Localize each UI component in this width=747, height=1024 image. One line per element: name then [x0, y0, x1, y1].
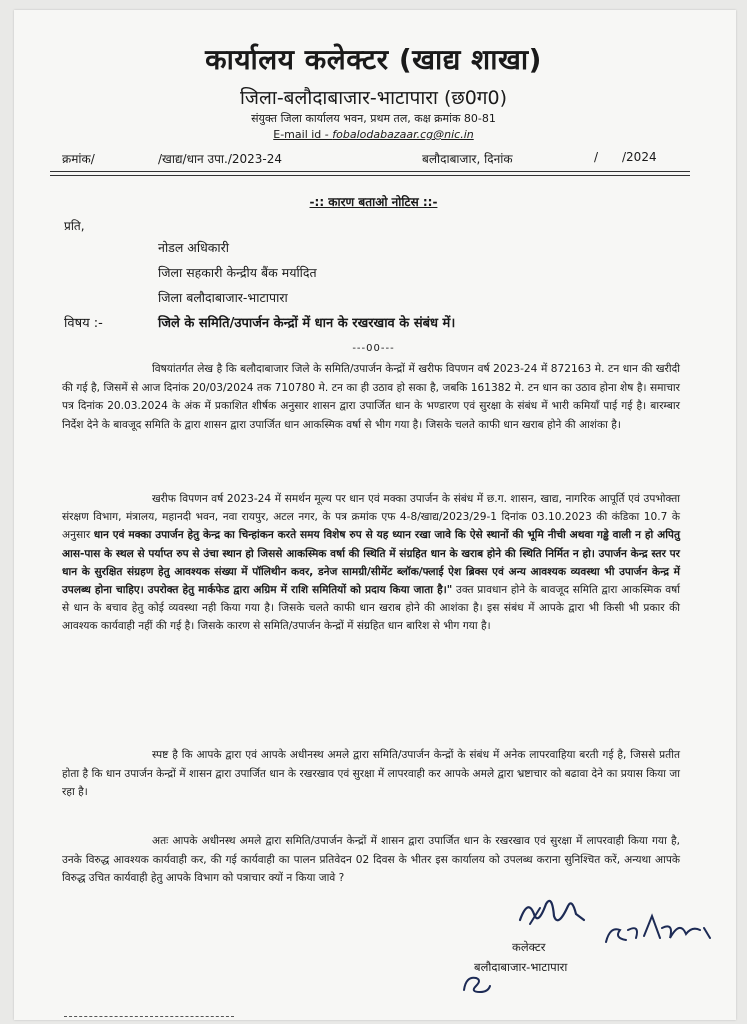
to-label: प्रति,: [64, 219, 85, 233]
email-address: fobalodabazaar.cg@nic.in: [332, 128, 474, 141]
divider-mark: ---00---: [352, 343, 395, 354]
rule-top: [50, 171, 690, 172]
subject-label: विषय :-: [64, 316, 103, 331]
ref-number-label: क्रमांक/: [62, 152, 95, 166]
addressee-line-2: जिला सहकारी केन्द्रीय बैंक मर्यादित: [158, 265, 317, 280]
signature-block: [470, 880, 720, 1000]
paragraph-1: विषयांतर्गत लेख है कि बलौदाबाजार जिले के समिति/उपार्जन केन्द्रों में खरीफ विपणन वर्ष 2023-24 में 872163 मे. टन धान की खरीदी की गई है, जिसमें से आज दिनांक 20/03/2024 तक 710780 मे. टन का ही उठाव हो सका है, जबकि 161382 मे. टन धान का उठाव होना शेष है। समाचार पत्र दिनांक 20.03.2024 के अंक में प्रकाशित शीर्षक अनुसार शासन द्वारा उपार्जित धान के भण्डारण एवं सुरक्षा के संबंध में भारी कमियाँ पाई गई है। बारम्बार निर्देश देने के बावजूद समिति के द्वारा शासन द्वारा उपार्जित धान आकस्मिक वर्षा से भीग गया है। जिसके चलते काफी धान खराब होने की आशंका है।: [62, 363, 680, 431]
ref-year: /2024: [622, 150, 657, 164]
paragraph-2-quoted-provision: धान एवं मक्का उपार्जन हेतु केन्द्र का चिन्हांकन करते समय विशेष रुप से यह ध्यान रखा जावे कि ऐसे स्थानों की भूमि नीची अथवा गड्ढे वाली न हो अपितु आस-पास के स्थल से पर्याप्त रुप से उंचा स्थान हो जिससे आकस्मिक वर्षा की स्थिति में संग्रहित धान के खराब होने की स्थिति निर्मित न हो। उपार्जन केन्द्र स्तर पर धान के सुरक्षित संग्रहण हेतु आवश्यक संख्या में पॉलिथीन कवर, डनेज सामग्री/सीमेंट ब्लॉक/फ्लाई ऐश ब्रिक्स एवं अन्य आवश्यक व्यवस्था भी उपार्जन केन्द्र में उपलब्ध होना चाहिए। उपरोक्त हेतु मार्कफेड द्वारा अग्रिम में राशि समितियों को प्रदाय किया जाता है।": [62, 529, 680, 597]
office-title: कार्यालय कलेक्टर (खाद्य शाखा): [205, 43, 542, 76]
subject-row: [64, 313, 684, 333]
subject-text: जिले के समिति/उपार्जन केन्द्रों में धान के रखरखाव के संबंध में।: [158, 316, 456, 331]
email-line: [0, 128, 747, 141]
paragraph-2-intro: खरीफ विपणन वर्ष 2023-24 में समर्थन मूल्य पर धान एवं मक्का उपार्जन के संबंध में छ.ग. शासन, खाद्य, नागरिक आपूर्ति एवं उपभोक्ता संरक्षण विभाग, मंत्रालय, महानदी भवन, नवा रायपुर, अटल नगर, के पत्र क्रमांक एफ 4-8/खाद्य/2023/29-1 दिनांक 03.10.2023 की कंडिका 10.7 के अनुसार: [62, 493, 680, 542]
addressee-line-1: नोडल अधिकारी: [158, 240, 229, 255]
addressee-line-3: जिला बलौदाबाजार-भाटापारा: [158, 290, 288, 305]
reference-row: [62, 150, 670, 168]
ref-file-number: /खाद्य/धान उपा./2023-24: [158, 152, 283, 166]
district-subtitle: जिला-बलौदाबाजार-भाटापारा (छ0ग0): [240, 87, 507, 109]
email-label: E-mail id -: [273, 128, 333, 141]
ref-date-slash: /: [594, 150, 599, 164]
handwritten-initial-icon: [458, 968, 496, 998]
bottom-rule: [64, 1016, 234, 1017]
office-address: संयुक्त जिला कार्यालय भवन, प्रथम तल, कक्ष क्रमांक 80-81: [251, 112, 496, 125]
paragraph-2-rest: उक्त प्रावधान होने के बावजूद समिति द्वारा आकस्मिक वर्षा से धान के बचाव हेतु कोई व्यवस्था नही किया गया है। जिसके चलते काफी धान खराब होने की आशंका है। इस संबंध में आपके द्वारा भी किसी भी प्रकार की आवश्यक कार्यवाही नहीं की गई है। जिसके कारण से समिति/उपार्जन केन्द्रों में संग्रहित धान बारिश से भीग गया है।: [62, 584, 681, 633]
signatory-designation: कलेक्टर: [512, 940, 546, 954]
paragraph-3: स्पष्ट है कि आपके द्वारा एवं आपके अधीनस्थ अमले द्वारा समिति/उपार्जन केन्द्रों के संबंध में अनेक लापरवाहिया बरती गई है, जिससे प्रतीत होता है कि धान उपार्जन केन्द्रों में शासन द्वारा उपार्जित धान के रखरखाव एवं सुरक्षा में लापरवाही कर आपके अमले द्वारा भ्रष्टाचार को बढावा देने का प्रयास किया जा रहा है।: [62, 749, 680, 799]
notice-title: -:: कारण बताओ नोटिस ::-: [309, 195, 438, 209]
ref-place-date: बलौदाबाजार, दिनांक: [422, 152, 513, 166]
paragraph-2: [62, 490, 680, 636]
rule-bottom: [50, 175, 690, 176]
signatory-district: बलौदाबाजार-भाटापारा: [474, 960, 568, 974]
paragraph-4: अतः आपके अधीनस्थ अमले द्वारा समिति/उपार्जन केन्द्रों में शासन द्वारा उपार्जित धान के रखरखाव एवं सुरक्षा में लापरवाही किया गया है, उनके विरुद्ध आवश्यक कार्यवाही कर, की गई कार्यवाही का पालन प्रतिवेदन 02 दिवस के भीतर इस कार्यालय को उपलब्ध कराना सुनिश्चित करें, अन्यथा आपके विरुद्ध उचित कार्यवाही हेतु आपके विभाग को पत्राचार क्यों न किया जावे ?: [62, 835, 680, 885]
